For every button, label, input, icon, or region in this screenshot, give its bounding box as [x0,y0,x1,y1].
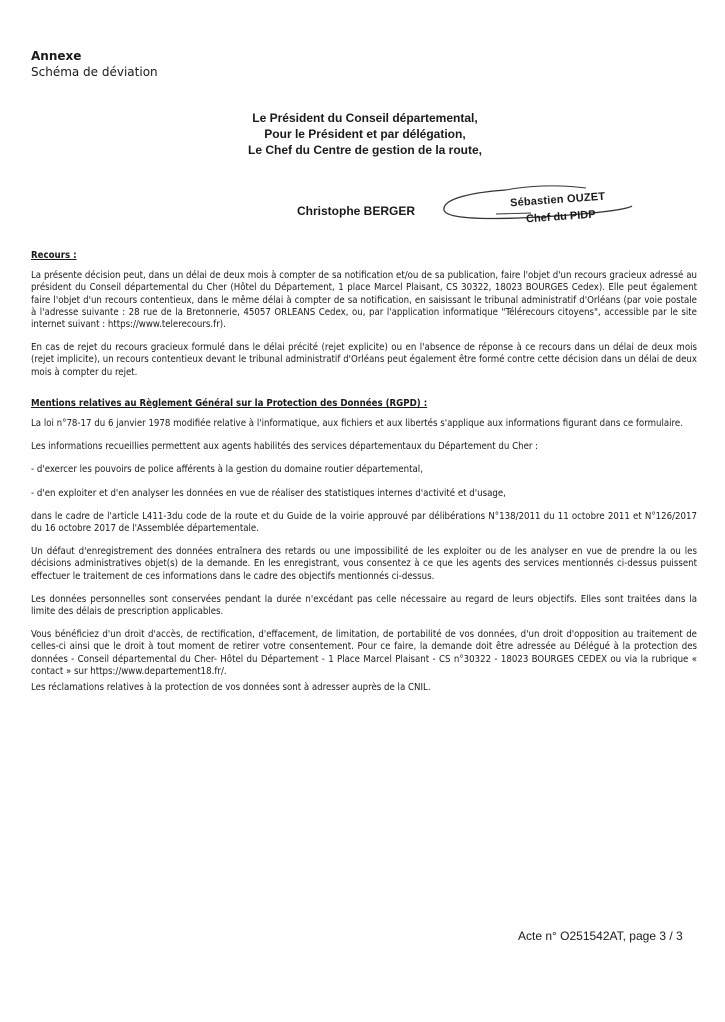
rgpd-bullet-1: - d'exercer les pouvoirs de police afférents à la gestion du domaine routier départemental, [31,464,423,476]
rgpd-heading: Mentions relatives au Règlement Général sur la Protection des Données (RGPD) : [31,397,428,409]
rgpd-paragraph-6: Vous bénéficiez d'un droit d'accès, de rectification, d'effacement, de limitation, de portabilité de vos données, d'un droit d'opposition au traitement de celles-ci ainsi que le droit à tout moment de retirer votre consentement. Pour ce faire, la demande doit être adressée au Délégué à la protection des données - Conseil départemental du Cher- Hôtel du Département - 1 Place Marcel Plaisant - CS n°30322 - 18023 BOURGES CEDEX ou via la rubrique « contact » sur https://www.departement18.fr/. [31,629,697,677]
page-footer: Acte n° O251542AT, page 3 / 3 [518,929,683,943]
annex-title: Annexe [31,49,82,63]
rgpd-paragraph-4: Un défaut d'enregistrement des données entraînera des retards ou une impossibilité de les exploiter ou de les analyser en vue de prendre la ou les décisions administratives objet(s) de la demande. En les enregistrant, vous consentez à ce que les agents des services mentionnés ci-dessus puissent effectuer le traitement de ces informations dans le cadre des objectifs mentionnés ci-dessus. [31,546,697,582]
annex-block [31,48,158,80]
signature-line-1: Le Président du Conseil départemental, [252,111,478,125]
signature-line-3: Le Chef du Centre de gestion de la route, [247,143,483,157]
recours-paragraph-1: La présente décision peut, dans un délai de deux mois à compter de sa notification et/ou de sa publication, faire l'objet d'un recours gracieux adressé au président du Conseil départemental du Cher (Hôtel du Département, 1 place Marcel Plaisant, CS 30322, 18023 BOURGES Cedex). Elle peut également faire l'objet d'un recours contentieux, dans le même délai à compter de sa notification, en saisissant le tribunal administratif d'Orléans (par voie postale à l'adresse suivante : 28 rue de la Bretonnerie, 45057 ORLEANS Cedex, ou, par l'application informatique "Télérecours citoyens", accessible par le site internet suivant : https://www.telerecours.fr). [31,270,697,331]
rgpd-paragraph-1: La loi n°78-17 du 6 janvier 1978 modifiée relative à l'informatique, aux fichiers et aux libertés s'applique aux informations figurant dans ce formulaire. [31,418,683,430]
rgpd-paragraph-3: dans le cadre de l'article L411-3du code de la route et du Guide de la voirie approuvé par délibérations N°138/2011 du 11 octobre 2011 et N°126/2017 du 16 octobre 2017 de l'Assemblée départementale. [31,510,697,535]
rgpd-paragraph-7: Les réclamations relatives à la protection de vos données sont à adresser auprès de la CNIL. [31,682,431,694]
rgpd-paragraph-5: Les données personnelles sont conservées pendant la durée n'excédant pas celle nécessaire au regard de leurs objectifs. Elles sont traitées dans la limite des délais de prescription applicables. [31,593,697,618]
rgpd-bullet-2: - d'en exploiter et d'en analyser les données en vue de réaliser des statistiques internes d'activité et d'usage, [31,487,506,499]
rgpd-paragraph-2: Les informations recueillies permettent aux agents habilités des services départementaux du Département du Cher : [31,441,539,453]
stamp-role: Chef du PIDP [525,208,597,226]
document-body [31,250,697,705]
signature-authority-block [160,110,570,158]
annex-subtitle: Schéma de déviation [31,65,158,79]
signature-line-2: Pour le Président et par délégation, [264,127,466,141]
recours-paragraph-2: En cas de rejet du recours gracieux formulé dans le délai précité (rejet explicite) ou en l'absence de réponse à ce recours dans un délai de deux mois (rejet implicite), un recours contentieux devant le tribunal administratif d'Orléans peut également être formé contre cette décision dans un délai de deux mois à compter du rejet. [31,342,697,378]
signer-name: Christophe BERGER [297,204,416,218]
stamp-name: Sébastien OUZET [509,190,606,210]
recours-heading: Recours : [31,250,77,261]
